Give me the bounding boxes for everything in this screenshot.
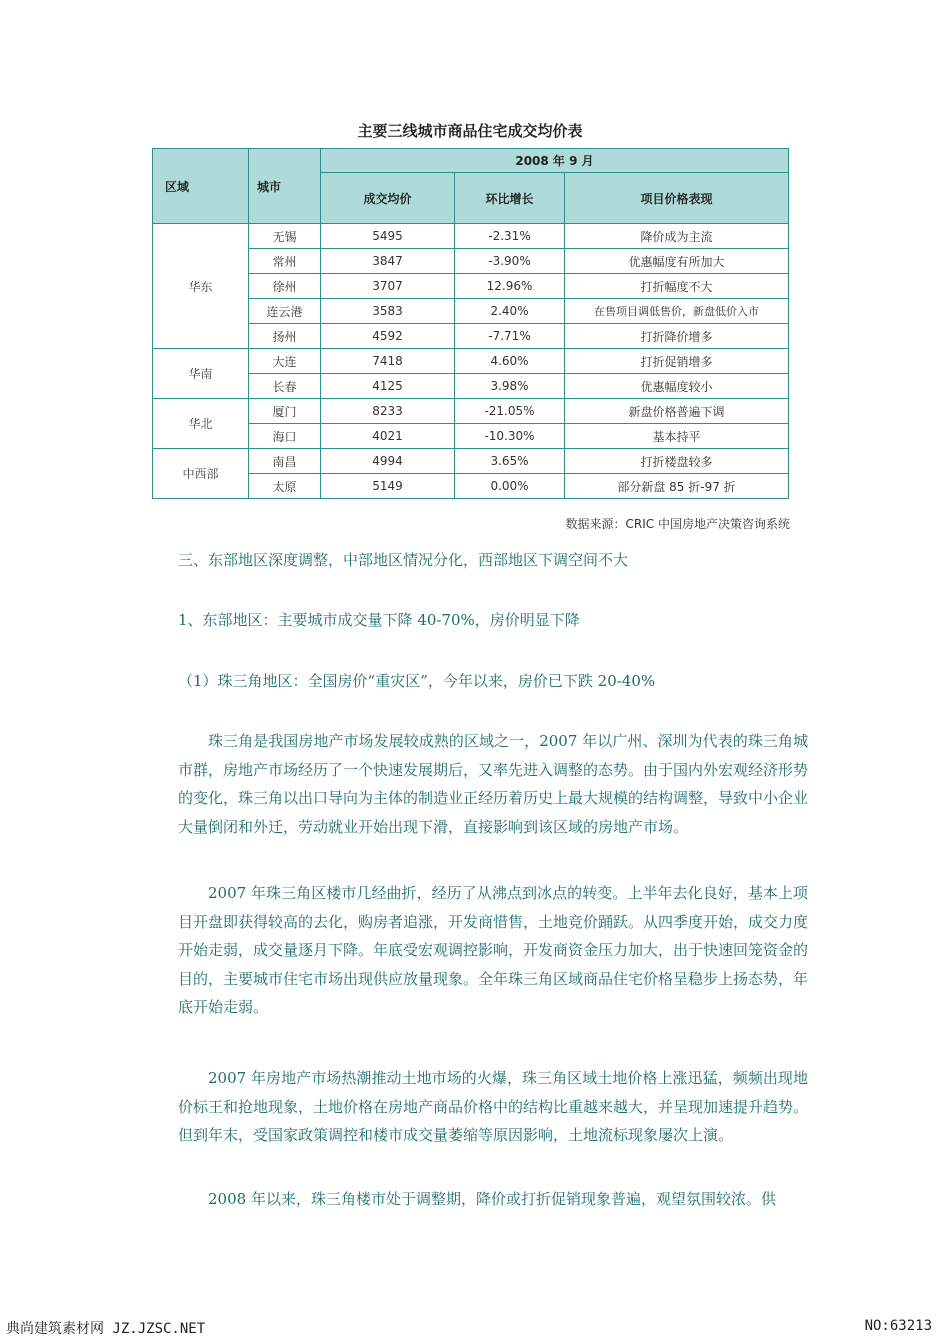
price-cell: 4994 [321,449,455,474]
note-cell: 部分新盘 85 折-97 折 [565,474,789,499]
note-cell: 降价成为主流 [565,224,789,249]
note-cell: 基本持平 [565,424,789,449]
table-source: 数据来源：CRIC 中国房地产决策咨询系统 [565,517,790,531]
price-cell: 4125 [321,374,455,399]
header-city: 城市 [249,149,321,224]
growth-cell: 2.40% [455,299,565,324]
note-cell: 打折降价增多 [565,324,789,349]
table-row [153,374,789,399]
city-cell: 常州 [249,249,321,274]
header-avg-price: 成交均价 [321,173,455,224]
price-cell: 3583 [321,299,455,324]
note-cell: 打折促销增多 [565,349,789,374]
body-paragraph: 2007 年房地产市场热潮推动土地市场的火爆，珠三角区域土地价格上涨迅猛，频频出现地价标王和抢地现象，土地价格在房地产商品价格中的结构比重越来越大，并呈现加速提升趋势。但到年末，受国家政策调控和楼市成交量萎缩等原因影响，土地流标现象屡次上演。 [178,1069,809,1144]
city-cell: 扬州 [249,324,321,349]
price-cell: 3847 [321,249,455,274]
growth-cell: -3.90% [455,249,565,274]
subsubsection-heading: （1）珠三角地区：全国房价“重灾区”，今年以来，房价已下跌 20-40% [178,672,656,690]
city-cell: 太原 [249,474,321,499]
note-cell: 在售项目调低售价，新盘低价入市 [565,299,789,324]
table-row [153,224,789,249]
header-region: 区域 [153,149,249,224]
region-cell: 中西部 [153,449,249,499]
price-cell: 3707 [321,274,455,299]
price-table [152,148,789,499]
price-cell: 5149 [321,474,455,499]
footer-watermark: 典尚建筑素材网 JZ.JZSC.NET [6,1321,206,1337]
city-cell: 大连 [249,349,321,374]
table-row [153,399,789,424]
subsection-heading: 1、东部地区：主要城市成交量下降 40-70%，房价明显下降 [178,611,580,629]
growth-cell: 3.65% [455,449,565,474]
city-cell: 海口 [249,424,321,449]
footer-number: NO:63213 [864,1318,932,1334]
table-title: 主要三线城市商品住宅成交均价表 [357,122,583,140]
header-performance: 项目价格表现 [565,173,789,224]
note-cell: 优惠幅度有所加大 [565,249,789,274]
note-cell: 优惠幅度较小 [565,374,789,399]
growth-cell: 4.60% [455,349,565,374]
price-cell: 8233 [321,399,455,424]
price-cell: 4592 [321,324,455,349]
region-cell: 华北 [153,399,249,449]
city-cell: 徐州 [249,274,321,299]
growth-cell: -21.05% [455,399,565,424]
city-cell: 连云港 [249,299,321,324]
growth-cell: 0.00% [455,474,565,499]
body-paragraph: 珠三角是我国房地产市场发展较成熟的区域之一，2007 年以广州、深圳为代表的珠三角城市群，房地产市场经历了一个快速发展期后，又率先进入调整的态势。由于国内外宏观经济形势的变化，珠三角以出口导向为主体的制造业正经历着历史上最大规模的结构调整，导致中小企业大量倒闭和外迁，劳动就业开始出现下滑，直接影响到该区域的房地产市场。 [178,732,809,836]
table-row [153,449,789,474]
table-row [153,424,789,449]
growth-cell: -2.31% [455,224,565,249]
growth-cell: 12.96% [455,274,565,299]
city-cell: 无锡 [249,224,321,249]
table-row [153,474,789,499]
price-cell: 7418 [321,349,455,374]
growth-cell: 3.98% [455,374,565,399]
price-cell: 5495 [321,224,455,249]
city-cell: 南昌 [249,449,321,474]
table-row [153,274,789,299]
note-cell: 打折楼盘较多 [565,449,789,474]
price-cell: 4021 [321,424,455,449]
note-cell: 新盘价格普遍下调 [565,399,789,424]
body-paragraph: 2008 年以来，珠三角楼市处于调整期，降价或打折促销现象普遍，观望氛围较浓。供 [208,1190,776,1208]
city-cell: 厦门 [249,399,321,424]
header-mom-growth: 环比增长 [455,173,565,224]
section-heading: 三、东部地区深度调整，中部地区情况分化，西部地区下调空间不大 [178,551,629,569]
growth-cell: -7.71% [455,324,565,349]
header-period: 2008 年 9 月 [321,149,789,173]
table-row [153,349,789,374]
city-cell: 长春 [249,374,321,399]
table-row [153,299,789,324]
body-paragraph: 2007 年珠三角区楼市几经曲折，经历了从沸点到冰点的转变。上半年去化良好，基本上项目开盘即获得较高的去化，购房者追涨，开发商惜售，土地竞价踊跃。从四季度开始，成交力度开始走弱，成交量逐月下降。年底受宏观调控影响，开发商资金压力加大，出于快速回笼资金的目的，主要城市住宅市场出现供应放量现象。全年珠三角区域商品住宅价格呈稳步上扬态势，年底开始走弱。 [178,884,809,1016]
table-row [153,249,789,274]
note-cell: 打折幅度不大 [565,274,789,299]
table-row [153,324,789,349]
region-cell: 华东 [153,224,249,349]
region-cell: 华南 [153,349,249,399]
growth-cell: -10.30% [455,424,565,449]
